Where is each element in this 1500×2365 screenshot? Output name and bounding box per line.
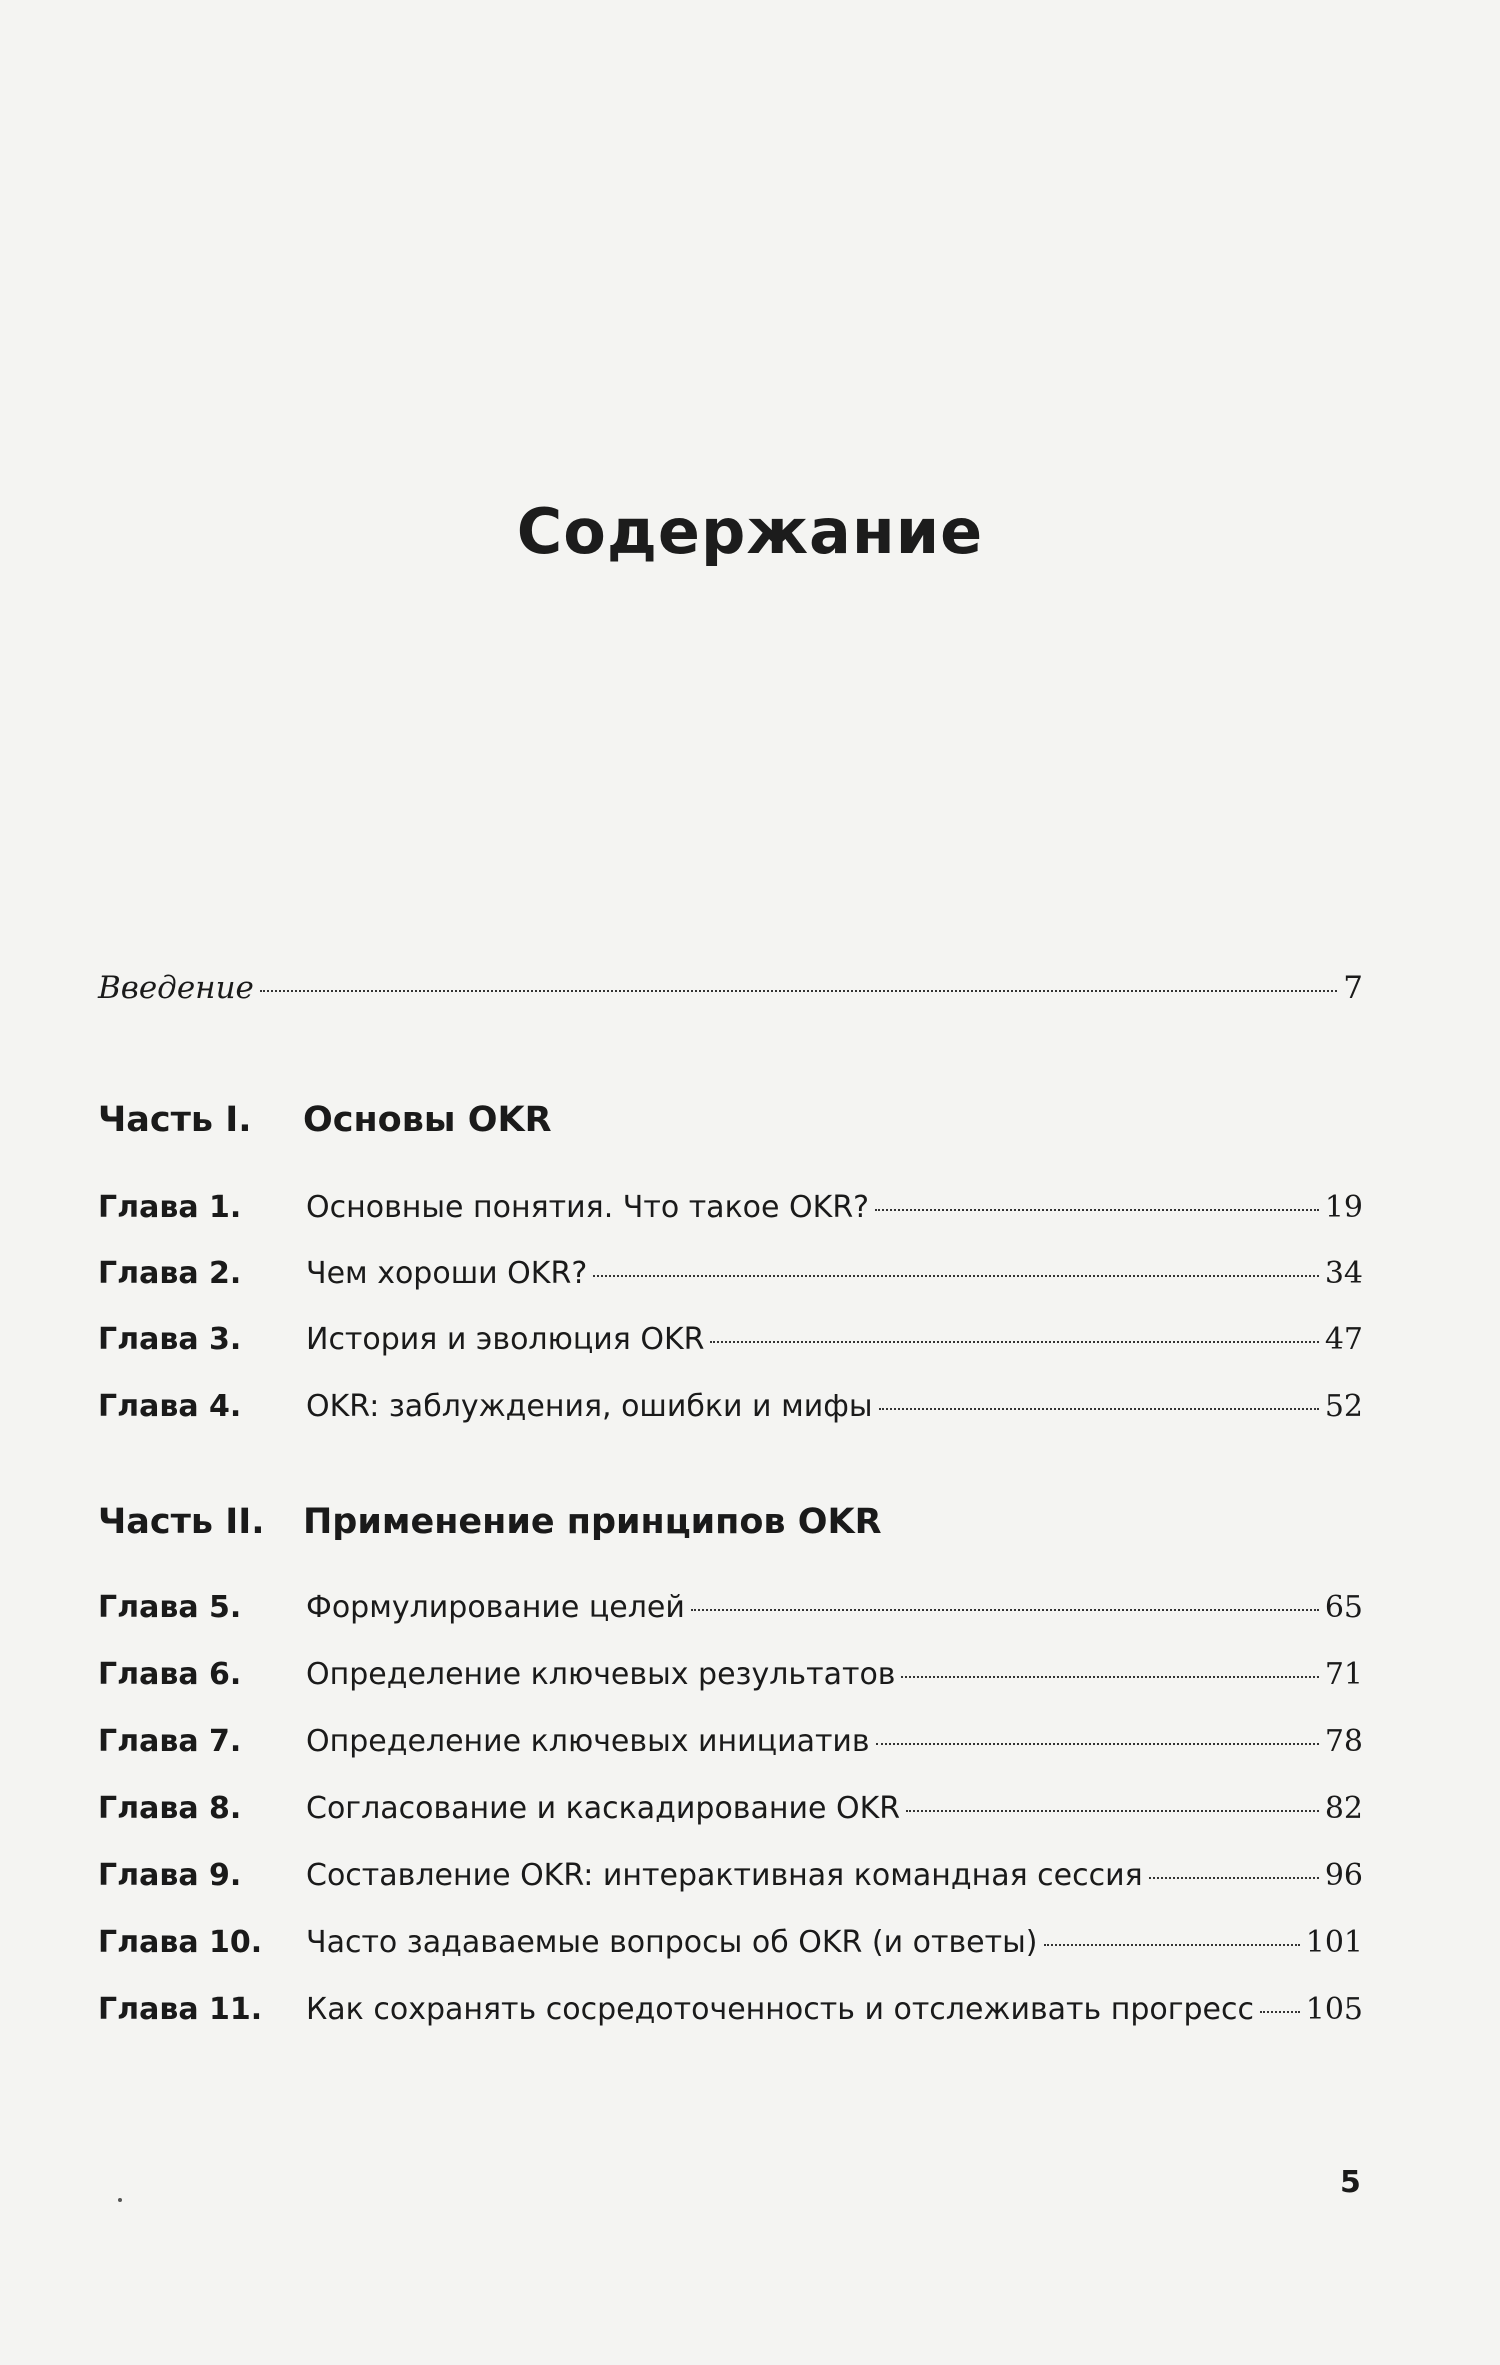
dot-leader — [691, 1609, 1319, 1611]
part-title: Применение принципов OKR — [303, 1502, 882, 1542]
folio-page-number: 5 — [1340, 2165, 1361, 2200]
part-label: Часть I. — [98, 1100, 252, 1140]
chapter-title: OKR: заблуждения, ошибки и мифы — [306, 1389, 873, 1424]
chapter-label: Глава 5. — [98, 1590, 242, 1625]
dot-leader — [876, 1743, 1319, 1745]
chapter-label: Глава 1. — [98, 1190, 242, 1225]
dot-leader — [1149, 1877, 1319, 1879]
page-number: 96 — [1324, 1858, 1363, 1893]
dot-leader — [260, 990, 1337, 992]
page-number: 105 — [1305, 1992, 1363, 2027]
page-number: 65 — [1324, 1590, 1363, 1625]
chapter-label: Глава 8. — [98, 1791, 242, 1826]
chapter-title: Согласование и каскадирование OKR — [306, 1791, 901, 1826]
toc-entry-introduction[interactable] — [98, 970, 1363, 1006]
toc-entry-chapter-6[interactable] — [98, 1657, 1363, 1692]
dot-leader — [1260, 2011, 1300, 2013]
chapter-label: Глава 6. — [98, 1657, 242, 1692]
part-label: Часть II. — [98, 1502, 265, 1542]
chapter-label: Глава 3. — [98, 1322, 242, 1357]
chapter-label: Глава 9. — [98, 1858, 242, 1893]
page-title: Содержание — [516, 495, 984, 568]
toc-entry-chapter-2[interactable] — [98, 1256, 1363, 1291]
toc-entry-chapter-5[interactable] — [98, 1590, 1363, 1625]
dot-leader — [593, 1275, 1319, 1277]
dot-leader — [875, 1209, 1319, 1211]
chapter-title: Составление OKR: интерактивная командная сессия — [306, 1858, 1143, 1893]
page-number: 82 — [1324, 1791, 1363, 1826]
dot-leader — [710, 1341, 1318, 1343]
chapter-title: Определение ключевых результатов — [306, 1657, 896, 1692]
toc-entry-chapter-3[interactable] — [98, 1322, 1363, 1357]
page-number: 19 — [1324, 1190, 1363, 1225]
toc-entry-chapter-4[interactable] — [98, 1389, 1363, 1424]
toc-entry-chapter-1[interactable] — [98, 1190, 1363, 1225]
part-heading-1[interactable] — [98, 1100, 1363, 1140]
chapter-title: Формулирование целей — [306, 1590, 685, 1625]
page-number: 78 — [1324, 1724, 1363, 1759]
chapter-title: Определение ключевых инициатив — [306, 1724, 870, 1759]
chapter-label: Глава 4. — [98, 1389, 242, 1424]
part-title: Основы OKR — [303, 1100, 552, 1140]
page-number: 47 — [1324, 1322, 1363, 1357]
introduction-label: Введение — [98, 970, 254, 1006]
toc-entry-chapter-11[interactable] — [98, 1992, 1363, 2027]
page-number: 52 — [1324, 1389, 1363, 1424]
chapter-label: Глава 10. — [98, 1925, 263, 1960]
chapter-label: Глава 7. — [98, 1724, 242, 1759]
page-number: 34 — [1324, 1256, 1363, 1291]
page-number: 7 — [1343, 970, 1363, 1006]
part-heading-2[interactable] — [98, 1502, 1363, 1542]
page-number: 71 — [1324, 1657, 1363, 1692]
chapter-title: История и эволюция OKR — [306, 1322, 705, 1357]
chapter-title: Основные понятия. Что такое OKR? — [306, 1190, 870, 1225]
toc-entry-chapter-9[interactable] — [98, 1858, 1363, 1893]
dot-leader — [1044, 1944, 1300, 1946]
chapter-title: Часто задаваемые вопросы об OKR (и ответы) — [306, 1925, 1038, 1960]
print-speck — [118, 2198, 122, 2202]
toc-entry-chapter-10[interactable] — [98, 1925, 1363, 1960]
toc-entry-chapter-7[interactable] — [98, 1724, 1363, 1759]
dot-leader — [879, 1408, 1319, 1410]
chapter-title: Как сохранять сосредоточенность и отслеживать прогресс — [306, 1992, 1254, 2027]
dot-leader — [906, 1810, 1319, 1812]
page-number: 101 — [1305, 1925, 1363, 1960]
dot-leader — [901, 1676, 1318, 1678]
chapter-label: Глава 2. — [98, 1256, 242, 1291]
toc-entry-chapter-8[interactable] — [98, 1791, 1363, 1826]
chapter-title: Чем хороши OKR? — [306, 1256, 588, 1291]
chapter-label: Глава 11. — [98, 1992, 263, 2027]
